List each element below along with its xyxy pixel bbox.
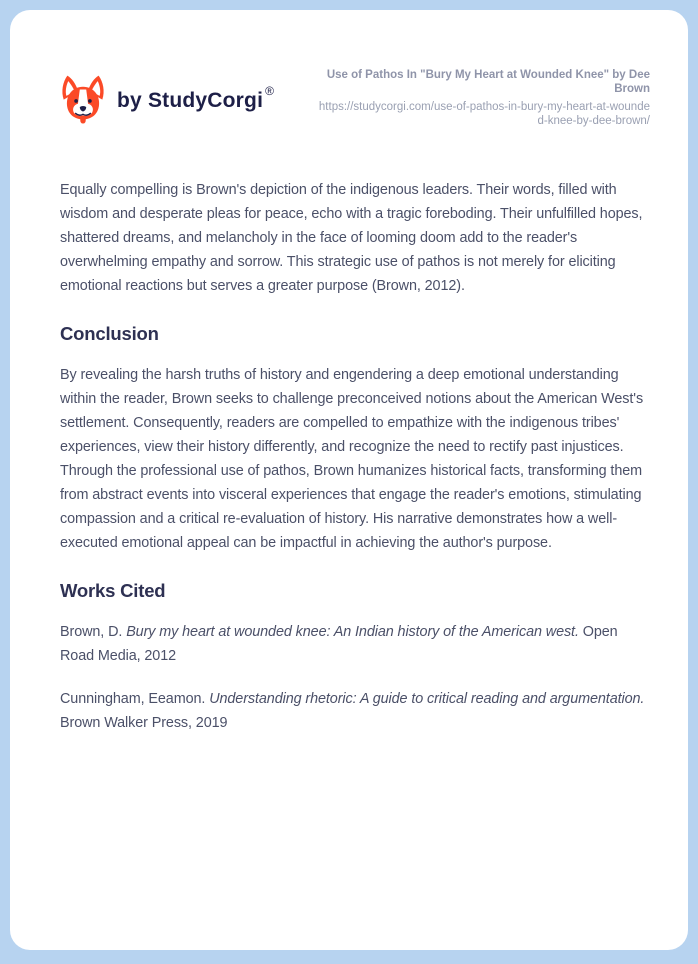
document-title: Use of Pathos In "Bury My Heart at Wounded Knee" by Dee Brown bbox=[326, 69, 650, 95]
conclusion-heading: Conclusion bbox=[60, 323, 159, 344]
works-cited-heading: Works Cited bbox=[60, 580, 166, 601]
citation-suffix: Brown Walker Press, 2019 bbox=[60, 715, 228, 731]
studycorgi-logo[interactable] bbox=[60, 74, 274, 127]
logo-text: by StudyCorgi ® bbox=[117, 84, 275, 112]
registered-mark: ® bbox=[265, 84, 275, 98]
citation-prefix: Brown, D. bbox=[60, 624, 127, 640]
document-url-link[interactable]: https://studycorgi.com/use-of-pathos-in-bury-my-heart-at-wounded-knee-by-dee-brown/ bbox=[318, 101, 650, 127]
citation-title-italic: Understanding rhetoric: A guide to critical reading and argumentation. bbox=[209, 691, 645, 707]
document-body bbox=[60, 178, 650, 735]
corgi-logo-icon bbox=[60, 74, 106, 127]
conclusion-paragraph: By revealing the harsh truths of history and engendering a deep emotional understanding within the reader, Brown seeks to challenge preconceived notions about the American West's settlement. Consequently, readers are compelled to empathize with the indigenous tribes' experiences, view their history differently, and recognize the need to rectify past injustices. Through the professional use of pathos, Brown humanizes historical facts, transforming them from abstract events into visceral experiences that engage the reader's emotions, stimulating compassion and a critical re-evaluation of history. His narrative demonstrates how a well-executed emotional appeal can be impactful in achieving the author's purpose. bbox=[60, 367, 644, 551]
citation-entry bbox=[60, 687, 650, 735]
document-card bbox=[10, 10, 688, 950]
citation-title-italic: Bury my heart at wounded knee: An Indian history of the American west. bbox=[126, 624, 579, 640]
citation-suffix: Open Road Media, 2012 bbox=[60, 624, 618, 664]
document-header bbox=[60, 66, 650, 128]
document-meta bbox=[315, 66, 650, 128]
citation-prefix: Cunningham, Eeamon. bbox=[60, 691, 210, 707]
citation-entry bbox=[60, 620, 650, 668]
body-paragraph: Equally compelling is Brown's depiction of the indigenous leaders. Their words, filled with wisdom and desperate pleas for peace, echo with a tragic foreboding. Their unfulfilled hopes, shattered dreams, and melancholy in the face of looming doom add to the reader's overwhelming empathy and sorrow. This strategic use of pathos is not merely for eliciting emotional reactions but serves a greater purpose (Brown, 2012). bbox=[60, 182, 643, 294]
